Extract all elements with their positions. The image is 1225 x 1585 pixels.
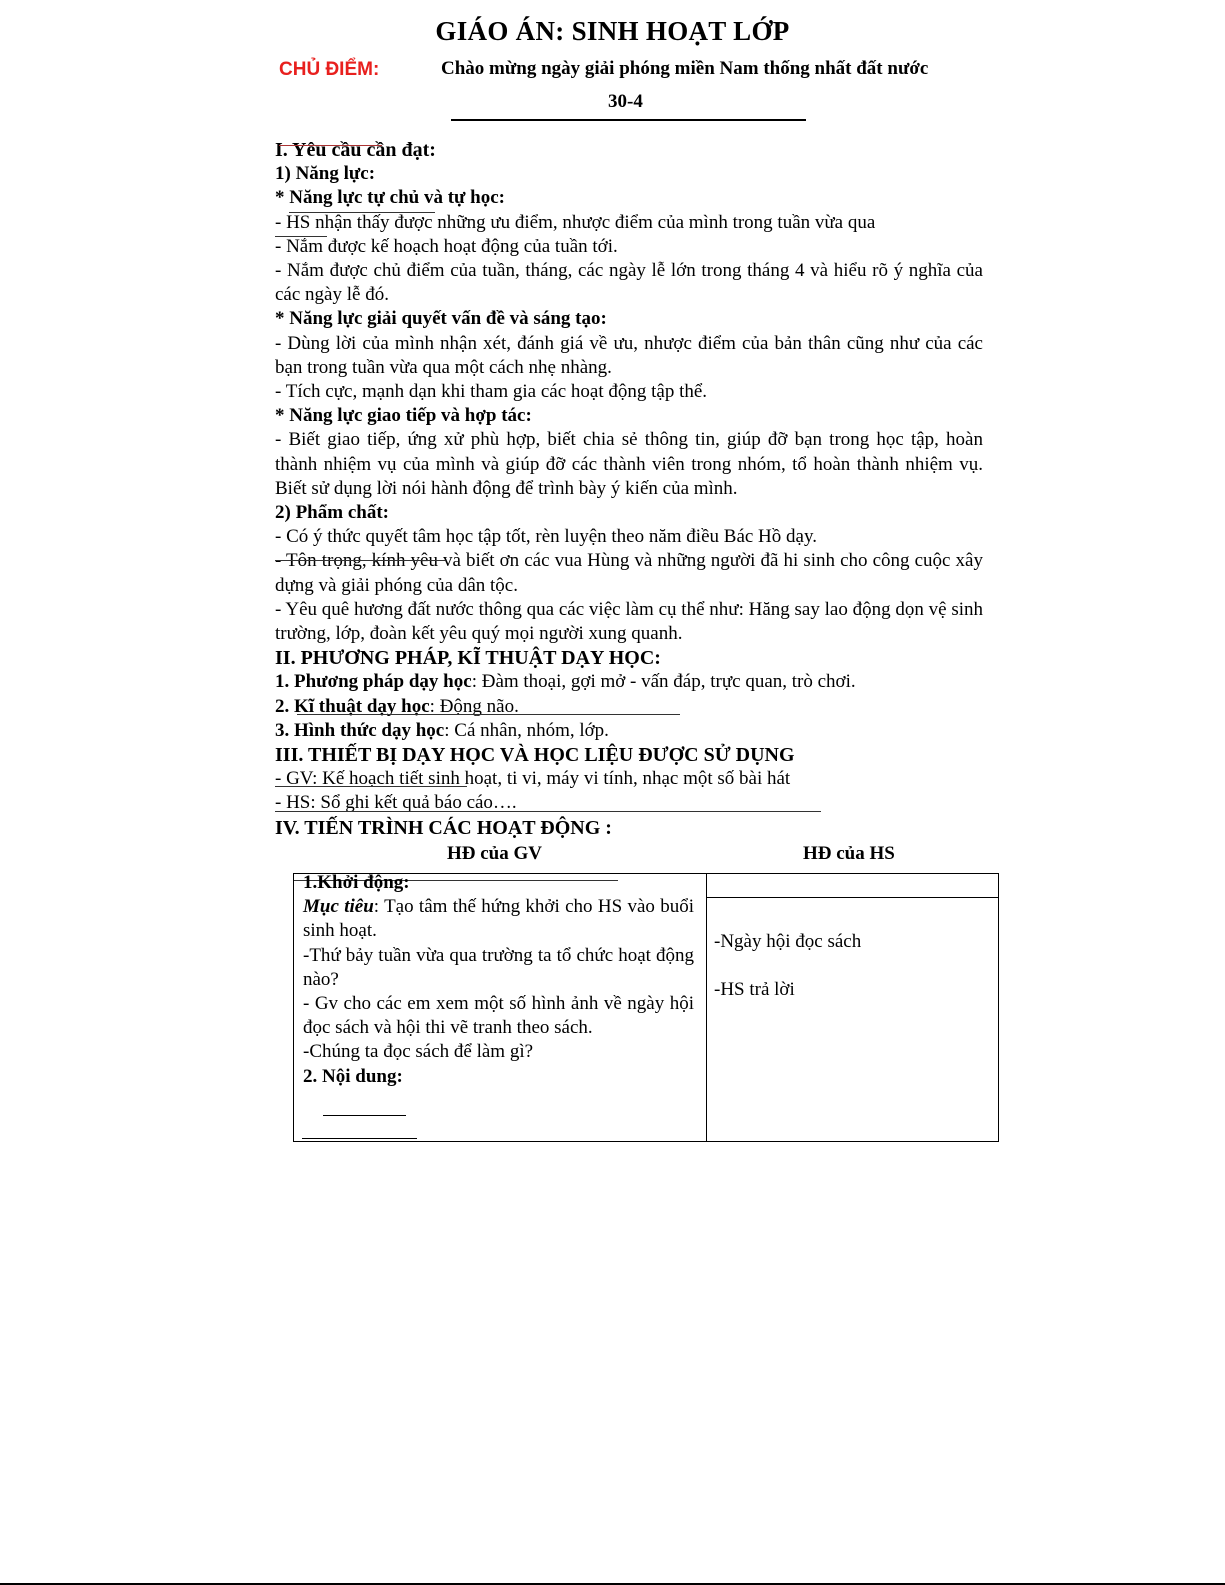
hs-answer: -Ngày hội đọc sách	[714, 931, 862, 952]
lesson-body	[275, 138, 983, 840]
gv-column-header: HĐ của GV	[447, 843, 542, 864]
list-item: - GV: Kế hoạch tiết sinh hoạt, ti vi, máy vi tính, nhạc một số bài hát	[275, 768, 791, 790]
warmup-title: 1.Khởi động:	[303, 872, 410, 893]
objective-text: : Tạo tâm thế hứng khởi cho HS vào buổi sinh hoạt.	[303, 896, 695, 942]
format-label: 3. Hình thức dạy học	[275, 719, 445, 741]
annotation-stroke	[279, 145, 382, 146]
list-item: - Dùng lời của mình nhận xét, đánh giá về ưu, nhược điểm của bản thân cũng như của các bạn trong tuần vừa qua một cách nhẹ nhàng.	[275, 332, 983, 378]
title-divider	[451, 119, 806, 121]
activity-table	[293, 873, 999, 1142]
list-item: - Tích cực, mạnh dạn khi tham gia các hoạt động tập thể.	[275, 381, 708, 403]
section-2-heading: II. PHƯƠNG PHÁP, KĨ THUẬT DẠY HỌC:	[275, 647, 661, 670]
quality-heading: 2) Phẩm chất:	[275, 502, 389, 524]
section-3-heading: III. THIẾT BỊ DẠY HỌC VÀ HỌC LIỆU ĐƯỢC SỬ DỤNG	[275, 744, 795, 767]
gv-item: -Chúng ta đọc sách để làm gì?	[303, 1041, 534, 1063]
section-1-heading: I. Yêu cầu cần đạt:	[275, 139, 436, 161]
theme-date: 30-4	[608, 91, 643, 112]
format-item	[275, 719, 983, 743]
annotation-stroke	[275, 786, 467, 787]
gv-cell	[303, 871, 694, 1089]
annotation-stroke	[275, 236, 327, 237]
theme-text: Chào mừng ngày giải phóng miền Nam thống nhất đất nước	[441, 58, 929, 79]
objective	[303, 895, 694, 943]
list-item: - Yêu quê hương đất nước thông qua các việc làm cụ thể như: Hăng say lao động dọn vệ sinh trường, lớp, đoàn kết yêu quý mọi người xung quanh.	[275, 598, 983, 645]
objective-label: Mục tiêu	[303, 896, 374, 918]
list-item: - Có ý thức quyết tâm học tập tốt, rèn luyện theo năm điều Bác Hồ dạy.	[275, 526, 817, 548]
competence-heading: 1) Năng lực:	[275, 163, 376, 185]
row-divider	[706, 897, 998, 898]
page-title: GIÁO ÁN: SINH HOẠT LỚP	[435, 16, 790, 46]
gv-item: -Thứ bảy tuần vừa qua trường ta tổ chức hoạt động nào?	[303, 944, 694, 990]
method-text: : Đàm thoại, gợi mở - vấn đáp, trực quan, trò chơi.	[471, 671, 856, 693]
blank-line	[323, 1115, 406, 1116]
technique-text: : Động não.	[429, 695, 519, 717]
communication-heading: * Năng lực giao tiếp và hợp tác:	[275, 405, 532, 427]
problem-solving-heading: * Năng lực giải quyết vấn đề và sáng tạo:	[275, 308, 607, 330]
list-item: - HS nhận thấy được những ưu điểm, nhược điểm của mình trong tuần vừa qua	[275, 211, 876, 233]
blank-line	[302, 1138, 417, 1139]
format-text: : Cá nhân, nhóm, lớp.	[444, 719, 609, 741]
annotation-stroke	[275, 811, 821, 812]
hs-column-header: HĐ của HS	[803, 843, 895, 864]
annotation-stroke	[275, 560, 445, 561]
list-item: - Tôn trọng, kính yêu và biết ơn các vua Hùng và những người đã hi sinh cho công cuộc xây dựng và giải phóng của dân tộc.	[275, 550, 983, 596]
theme-label: CHỦ ĐIỂM:	[279, 59, 380, 80]
annotation-stroke	[289, 212, 435, 213]
annotation-stroke	[297, 714, 680, 715]
list-item: - Nắm được chủ điểm của tuần, tháng, các ngày lễ lớn trong tháng 4 và hiểu rõ ý nghĩa của các ngày lễ đó.	[275, 260, 983, 306]
method-label: 1. Phương pháp dạy học	[275, 671, 472, 693]
section-4-heading: IV. TIẾN TRÌNH CÁC HOẠT ĐỘNG :	[275, 816, 612, 839]
content-title: 2. Nội dung:	[303, 1065, 403, 1087]
hs-answer: -HS trả lời	[714, 979, 795, 1000]
method-item	[275, 670, 983, 694]
column-divider	[706, 874, 707, 1141]
list-item: - HS: Sổ ghi kết quả báo cáo….	[275, 792, 517, 814]
self-study-heading: * Năng lực tự chủ và tự học:	[275, 187, 506, 209]
technique-label: 2. Kĩ thuật dạy học	[275, 695, 430, 717]
technique-item	[275, 695, 983, 719]
gv-item: - Gv cho các em xem một số hình ảnh về ngày hội đọc sách và hội thi vẽ tranh theo sách.	[303, 993, 694, 1039]
list-item: - Nắm được kế hoạch hoạt động của tuần tới.	[275, 235, 618, 257]
list-item: - Biết giao tiếp, ứng xử phù hợp, biết chia sẻ thông tin, giúp đỡ bạn trong học tập, hoàn thành nhiệm vụ của mình và giúp đỡ các thành viên trong nhóm, tổ hoàn thành nhiệm vụ. Biết sử dụng lời nói hành động để trình bày ý kiến của mình.	[275, 429, 983, 499]
